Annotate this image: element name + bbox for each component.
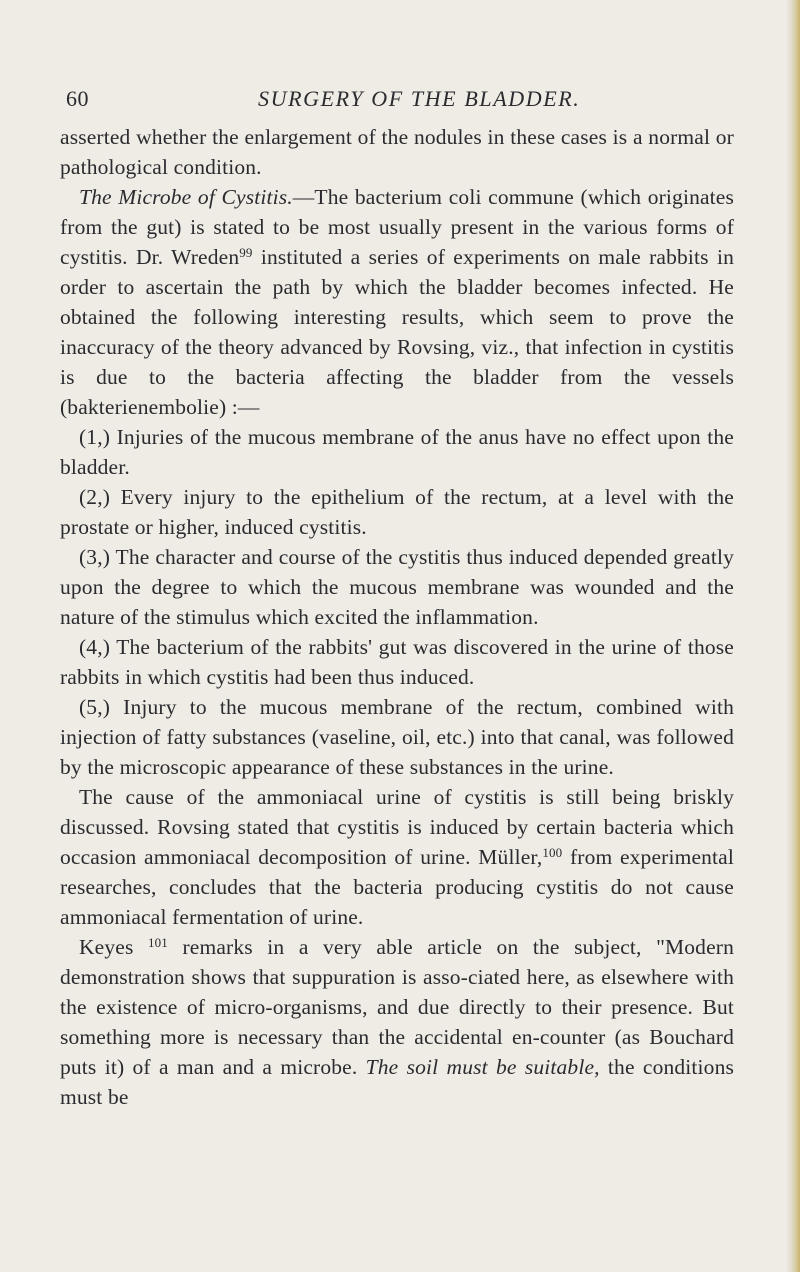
page-number: 60 [66, 86, 89, 111]
footnote-ref: 99 [239, 245, 253, 260]
footnote-ref: 100 [542, 845, 563, 860]
paragraph-text: (1,) Injuries of the mucous membrane of the anus have no effect upon the bladder. [60, 425, 734, 479]
page-header [60, 82, 760, 118]
paragraph-text: from experimental researches, concludes that the bacteria producing cystitis do not cause ammoniacal fermentation of urine. [60, 845, 734, 929]
result-item-3 [60, 542, 734, 632]
paragraph-text: (3,) The character and course of the cystitis thus induced depended greatly upon the degree to which the mucous membrane was wounded and the nature of the stimulus which excited the inflammation. [60, 545, 734, 629]
paragraph-microbe-of-cystitis [60, 182, 734, 422]
paragraph-text: instituted a series of experiments on male rabbits in order to ascertain the path by which the bladder becomes infected. He obtained the following interesting results, which seem to prove the inaccuracy of the theory advanced by Rovsing, viz., that infection in cystitis is due to the bacteria affecting the bladder from the vessels (bakterienembolie) :— [60, 245, 734, 419]
paragraph-text: (4,) The bacterium of the rabbits' gut was discovered in the urine of those rabbits in which cystitis had been thus induced. [60, 635, 734, 689]
paragraph-text: the conditions must be [60, 1055, 734, 1109]
result-item-5 [60, 692, 734, 782]
paragraph-text: remarks in a very able article on the subject, "Modern demonstration shows that suppuration is asso-ciated here, as elsewhere with the existence of micro-organisms, and due directly to their presence. But something more is necessary than the accidental en-counter (as Bouchard puts it) of a man and a microbe. [60, 935, 734, 1079]
result-item-2 [60, 482, 734, 542]
paragraph-keyes [60, 932, 734, 1112]
result-item-1 [60, 422, 734, 482]
footnote-ref: 101 [148, 935, 168, 950]
running-title: SURGERY OF THE BLADDER. [258, 86, 581, 111]
result-item-4 [60, 632, 734, 692]
page-edge [786, 0, 800, 1272]
paragraph-ammoniacal-urine [60, 782, 734, 932]
body-text [60, 122, 734, 1112]
paragraph-text: (2,) Every injury to the epithelium of the rectum, at a level with the prostate or higher, induced cystitis. [60, 485, 734, 539]
paragraph-text: Keyes [79, 935, 148, 959]
section-heading: The Microbe of Cystitis. [79, 185, 293, 209]
paragraph-text: (5,) Injury to the mucous membrane of the rectum, combined with injection of fatty substances (vaseline, oil, etc.) into that canal, was followed by the microscopic appearance of these substances in the urine. [60, 695, 734, 779]
italic-phrase: The soil must be suitable, [365, 1055, 600, 1079]
paragraph-text: The cause of the ammoniacal urine of cystitis is still being briskly discussed. Rovsing stated that cystitis is induced by certain bacteria which occasion ammoniacal decomposition of urine. Müller, [60, 785, 734, 869]
paragraph-continuation [60, 122, 734, 182]
paragraph-text: —The bacterium coli commune (which originates from the gut) is stated to be most usually present in the various forms of cystitis. Dr. Wreden [60, 185, 735, 269]
paragraph-text: asserted whether the enlargement of the nodules in these cases is a normal or pathological condition. [60, 125, 734, 179]
